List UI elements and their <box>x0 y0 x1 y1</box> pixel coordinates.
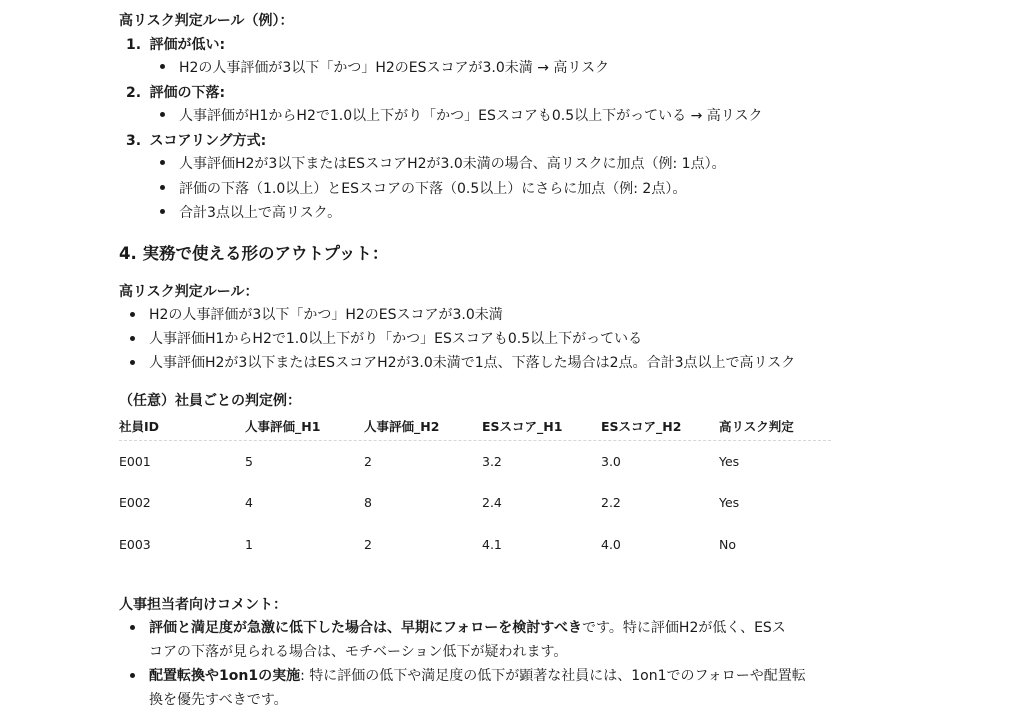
table-header-cell: 高リスク判定 <box>719 419 794 434</box>
rule-item-bullet: 合計3点以上で高リスク。 <box>179 205 342 221</box>
table-cell: No <box>719 537 736 552</box>
bullet-dot <box>160 160 165 165</box>
table-header-cell: 社員ID <box>119 419 160 434</box>
hr-comment-line <box>149 665 806 685</box>
hr-comment-line <box>149 617 786 637</box>
bullet-dot <box>130 673 135 678</box>
rule-item-bullet: H2の人事評価が3以下「かつ」H2のESスコアが3.0未満 → 高リスク <box>179 60 610 76</box>
rule-item-number: 2. <box>126 85 142 101</box>
table-header-cell: ESスコア_H2 <box>601 419 682 434</box>
table-header-divider <box>119 440 831 441</box>
rule-item-2 <box>126 82 225 102</box>
bullet-dot <box>130 312 135 317</box>
table-cell: 2.4 <box>482 495 502 510</box>
table-cell: 4 <box>245 495 253 510</box>
rule-item-number: 3. <box>126 133 142 149</box>
table-cell: 2 <box>364 454 372 469</box>
table-cell: 1 <box>245 537 253 552</box>
bullet-dot <box>160 209 165 214</box>
table-cell: 5 <box>245 454 253 469</box>
hr-comment-emphasis: 評価と満足度が急激に低下した場合は、早期にフォローを検討すべき <box>149 620 583 636</box>
table-cell: Yes <box>719 454 740 469</box>
table-cell: E003 <box>119 537 151 552</box>
rule-item-title: スコアリング方式: <box>149 133 267 149</box>
hr-comment-continuation: コアの下落が見られる場合は、モチベーション低下が疑われます。 <box>149 644 568 660</box>
bullet-dot <box>160 185 165 190</box>
risk-rule-item: 人事評価H1からH2で1.0以上下がり「かつ」ESスコアも0.5以上下がっている <box>149 331 643 347</box>
table-cell: 2 <box>364 537 372 552</box>
hr-comment-emphasis: 配置転換や1on1の実施 <box>149 668 301 684</box>
risk-rule-item: H2の人事評価が3以下「かつ」H2のESスコアが3.0未満 <box>149 307 503 323</box>
table-cell: E002 <box>119 495 151 510</box>
table-cell: 3.0 <box>601 454 621 469</box>
table-cell: E001 <box>119 454 151 469</box>
bullet-dot <box>160 64 165 69</box>
rule-item-title: 評価の下落: <box>149 85 226 101</box>
bullet-dot <box>130 360 135 365</box>
risk-rule-item: 人事評価H2が3以下またはESスコアH2が3.0未満で1点、下落した場合は2点。合計3点以上で高リスク <box>149 355 796 371</box>
rule-item-bullet: 人事評価がH1からH2で1.0以上下がり「かつ」ESスコアも0.5以上下がっている → 高リスク <box>179 108 763 124</box>
bullet-dot <box>130 625 135 630</box>
rule-item-title: 評価が低い: <box>149 37 226 53</box>
table-cell: Yes <box>719 495 740 510</box>
hr-comment-text: : 特に評価の低下や満足度の低下が顕著な社員には、1on1でのフォローや配置転 <box>300 668 806 684</box>
hr-comment-continuation: 換を優先すべきです。 <box>149 692 288 708</box>
table-cell: 4.0 <box>601 537 621 552</box>
table-header-cell: 人事評価_H1 <box>245 419 321 434</box>
rule-item-bullet: 評価の下落（1.0以上）とESスコアの下落（0.5以上）にさらに加点（例: 2点）。 <box>179 181 687 197</box>
rules-example-heading: 高リスク判定ルール（例）： <box>119 13 294 29</box>
bullet-dot <box>130 336 135 341</box>
rule-item-number: 1. <box>126 37 142 53</box>
hr-comment-text: です。特に評価H2が低く、ESス <box>582 620 786 636</box>
table-cell: 8 <box>364 495 372 510</box>
table-cell: 2.2 <box>601 495 621 510</box>
table-header-cell: ESスコア_H1 <box>482 419 563 434</box>
bullet-dot <box>160 112 165 117</box>
example-heading: （任意）社員ごとの判定例： <box>119 393 301 409</box>
table-header-cell: 人事評価_H2 <box>364 419 440 434</box>
section-4-heading: 4. 実務で使える形のアウトプット： <box>119 244 389 263</box>
table-cell: 3.2 <box>482 454 502 469</box>
rule-item-3 <box>126 130 266 150</box>
hr-comment-heading: 人事担当者向けコメント： <box>119 597 287 613</box>
table-cell: 4.1 <box>482 537 502 552</box>
risk-rules-heading: 高リスク判定ルール： <box>119 284 259 300</box>
rule-item-1 <box>126 34 225 54</box>
rule-item-bullet: 人事評価H2が3以下またはESスコアH2が3.0未満の場合、高リスクに加点（例: 1点）。 <box>179 156 726 172</box>
